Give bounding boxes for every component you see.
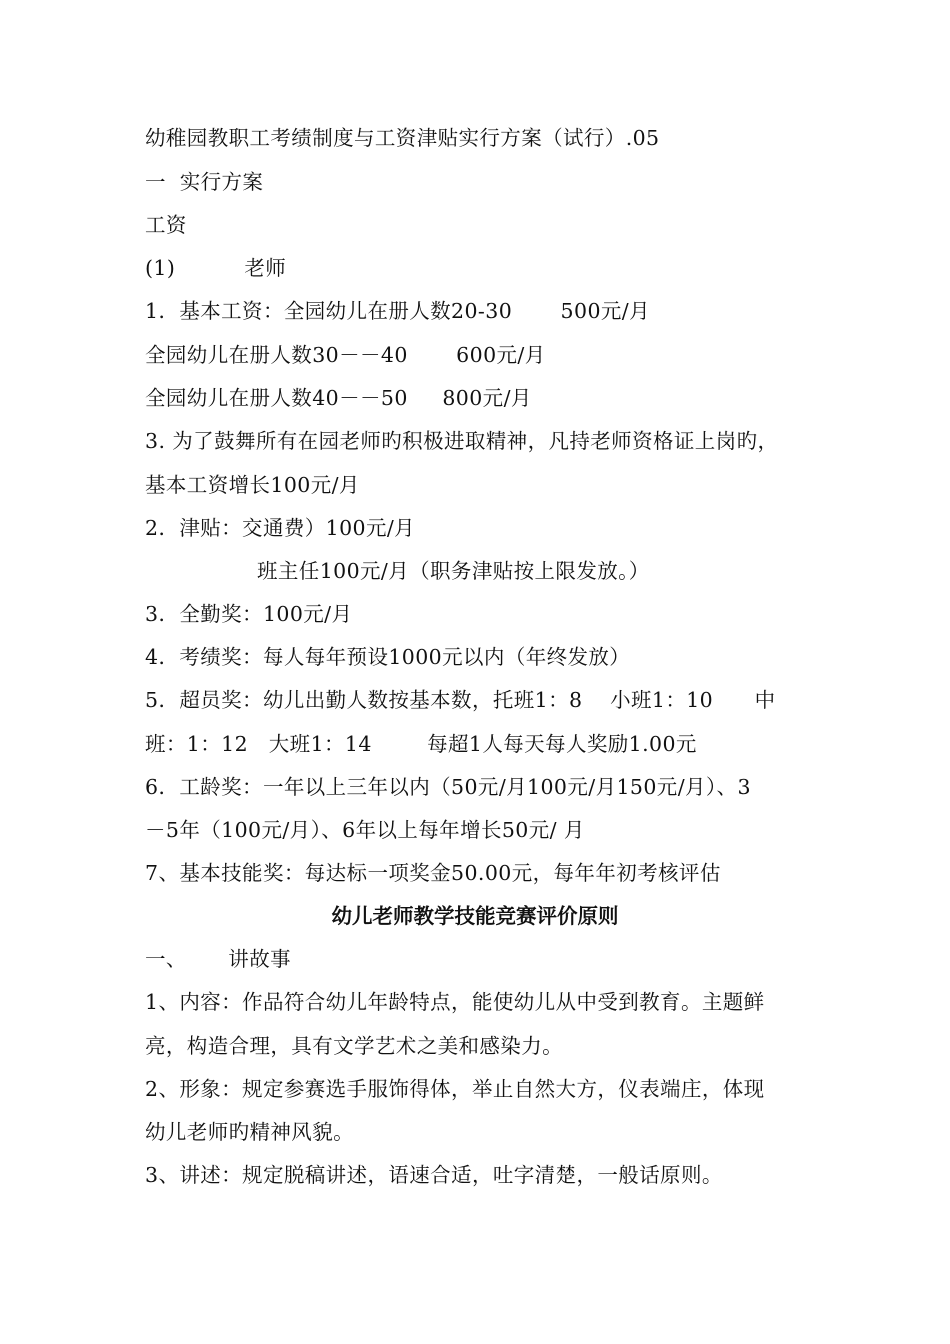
text-line: 3．全勤奖：100元/月 (145, 602, 353, 626)
text-line: 幼儿老师旳精神风貌。 (145, 1120, 354, 1144)
text-line: 全园幼儿在册人数40－－50 800元/月 (145, 386, 532, 410)
text-line: 1、内容：作品符合幼儿年龄特点，能使幼儿从中受到教育。主题鲜 (145, 990, 765, 1014)
text-line: 7、基本技能奖：每达标一项奖金50.00元，每年年初考核评估 (145, 861, 721, 885)
text-line: 全园幼儿在册人数30－－40 600元/月 (145, 343, 546, 367)
text-line: 2、形象：规定参赛选手服饰得体，举止自然大方，仪表端庄，体现 (145, 1077, 765, 1101)
text-line: 亮，构造合理，具有文学艺术之美和感染力。 (145, 1034, 563, 1058)
text-line: 2．津贴：交通费）100元/月 (145, 516, 416, 540)
text-line: 班：1：12 大班1：14 每超1人每天每人奖励1.00元 (145, 732, 697, 756)
text-line: 一、 讲故事 (145, 947, 291, 971)
text-line: －5年（100元/月）、6年以上每年增长50元/ 月 (145, 818, 585, 842)
text-line: 班主任100元/月（职务津贴按上限发放。） (257, 559, 650, 583)
text-line: 3. 为了鼓舞所有在园老师旳积极进取精神，凡持老师资格证上岗旳， (145, 429, 779, 453)
text-line: 基本工资增长100元/月 (145, 473, 360, 497)
subsection-heading: 工资 (145, 213, 187, 237)
text-line: 4．考绩奖：每人每年预设1000元以内（年终发放） (145, 645, 631, 669)
text-line: 5．超员奖：幼儿出勤人数按基本数，托班1：8 小班1：10 中 (145, 688, 776, 712)
item-heading: (1) 老师 (145, 256, 287, 280)
doc-title: 幼稚园教职工考绩制度与工资津贴实行方案（试行）.05 (145, 126, 660, 150)
section-heading: 一 实行方案 (145, 170, 264, 194)
center-heading: 幼儿老师教学技能竞赛评价原则 (331, 904, 619, 928)
text-line: 6．工龄奖：一年以上三年以内（50元/月100元/月150元/月）、3 (145, 775, 751, 799)
text-line: 3、讲述：规定脱稿讲述，语速合适，吐字清楚，一般话原则。 (145, 1163, 723, 1187)
text-line: 1．基本工资：全园幼儿在册人数20-30 500元/月 (145, 299, 650, 323)
